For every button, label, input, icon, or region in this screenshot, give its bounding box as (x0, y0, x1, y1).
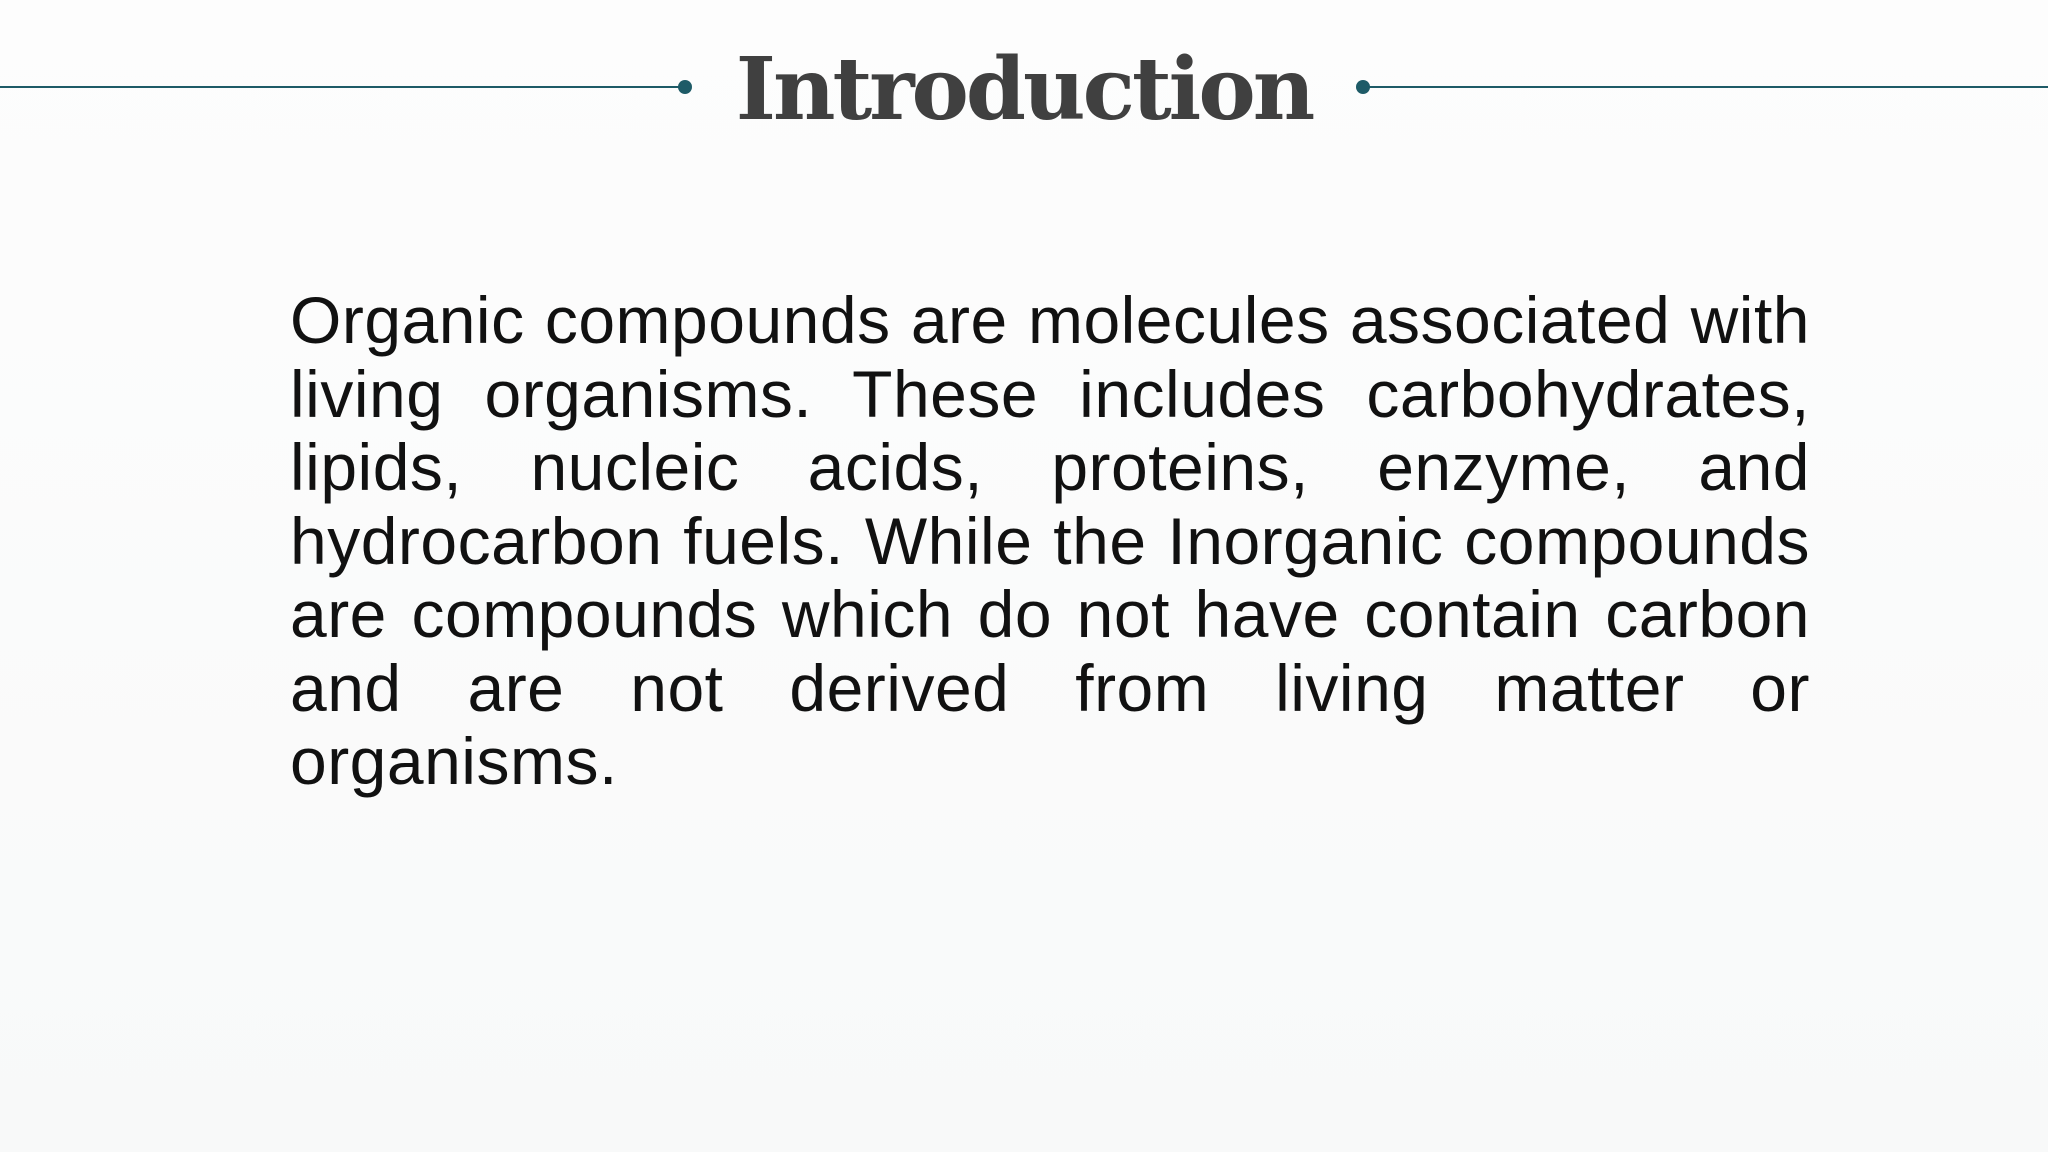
rule-dot-right (1356, 80, 1370, 94)
title-rule-right (1362, 86, 2048, 88)
rule-line-right (1362, 86, 2048, 88)
body-paragraph: Organic compounds are molecules associated with living organisms. These includes carbohydrates, lipids, nucleic acids, proteins, enzyme, and hydrocarbon fuels. While the Inorganic compounds are compounds which do not have contain carbon and are not derived from living matter or organisms. (290, 283, 1810, 798)
slide-title: Introduction (735, 39, 1313, 140)
